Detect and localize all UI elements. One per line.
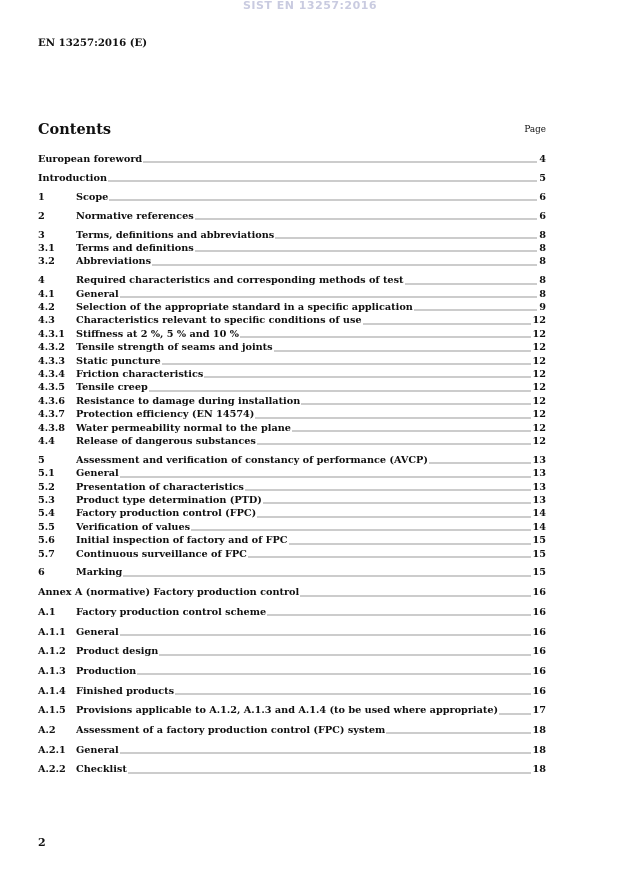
toc-entry[interactable] [38, 355, 546, 368]
toc-entry-title: Factory production control scheme [76, 606, 267, 618]
toc-entry-number: 2 [38, 210, 45, 222]
toc-entry-number: 5.5 [38, 521, 55, 533]
dot-leader [195, 211, 538, 220]
toc-entry-title: General [76, 468, 119, 480]
toc-entry-number: 4.3 [38, 315, 55, 327]
toc-entry-number: 5.6 [38, 535, 55, 547]
toc-entry-page: 9 [539, 302, 546, 314]
toc-entry-page: 16 [532, 685, 546, 697]
toc-entry-page: 12 [532, 382, 546, 394]
toc-entry[interactable] [38, 586, 546, 599]
page-number: 2 [38, 836, 46, 849]
toc-entry-page: 12 [532, 422, 546, 434]
toc-entry-number: 3.2 [38, 256, 55, 268]
toc-entry-title: Protection efficiency (EN 14574) [76, 409, 255, 421]
toc-entry[interactable] [38, 744, 546, 757]
toc-entry-page: 16 [532, 626, 546, 638]
toc-entry-page: 12 [532, 355, 546, 367]
toc-entry[interactable] [38, 481, 546, 494]
toc-entry-title: Continuous surveillance of FPC [76, 548, 247, 560]
toc-entry-page: 8 [539, 275, 546, 287]
toc-entry[interactable] [38, 381, 546, 394]
toc-entry[interactable] [38, 191, 546, 204]
toc-entry-title: Terms, definitions and abbreviations [76, 229, 275, 241]
toc-entry-number: 5.2 [38, 481, 55, 493]
toc-entry-title: Assessment of a factory production control (FPC) system [76, 724, 386, 736]
toc-entry-page: 13 [532, 454, 546, 466]
toc-entry-title: Friction characteristics [76, 368, 204, 380]
dot-leader [414, 302, 537, 311]
toc-entry-page: 14 [532, 508, 546, 520]
dot-leader [120, 469, 531, 478]
toc-entry-page: 12 [532, 395, 546, 407]
toc-entry[interactable] [38, 534, 546, 547]
toc-entry-title: Tensile strength of seams and joints [76, 342, 273, 354]
toc-entry-title: Product design [76, 646, 159, 658]
toc-entry-page: 8 [539, 229, 546, 241]
toc-entry-title: Scope [76, 191, 109, 203]
toc-entry[interactable] [38, 314, 546, 327]
toc-entry[interactable] [38, 606, 546, 619]
toc-entry-page: 18 [532, 724, 546, 736]
toc-entry-number: 4.4 [38, 435, 55, 447]
toc-entry[interactable] [38, 210, 546, 223]
toc-entry[interactable] [38, 763, 546, 776]
dot-leader [301, 396, 530, 405]
dot-leader [257, 509, 530, 518]
toc-entry[interactable] [38, 454, 546, 467]
toc-entry-number: A.2.1 [38, 744, 66, 756]
dot-leader [123, 568, 530, 577]
toc-entry-number: 5.1 [38, 468, 55, 480]
toc-entry-page: 12 [532, 435, 546, 447]
toc-entry-page: 18 [532, 744, 546, 756]
dot-leader [120, 289, 538, 298]
toc-entry[interactable] [38, 255, 546, 268]
toc-entry-number: A.2 [38, 724, 56, 736]
toc-entry-number: A.1.1 [38, 626, 66, 638]
table-of-contents [38, 153, 546, 777]
toc-entry-page: 8 [539, 242, 546, 254]
dot-leader [263, 495, 531, 504]
toc-entry-title: Resistance to damage during installation [76, 395, 301, 407]
toc-entry-title: Characteristics relevant to specific conditions of use [76, 315, 362, 327]
toc-entry-page: 8 [539, 288, 546, 300]
toc-entry-number: 4.3.8 [38, 422, 65, 434]
dot-leader [149, 383, 531, 392]
toc-entry-title: General [76, 744, 119, 756]
dot-leader [109, 192, 537, 201]
toc-entry-title: Tensile creep [76, 382, 148, 394]
toc-entry[interactable] [38, 368, 546, 381]
dot-leader [108, 173, 537, 182]
toc-entry-number: 5.4 [38, 508, 55, 520]
toc-entry-page: 16 [532, 606, 546, 618]
toc-entry-number: 4.2 [38, 302, 55, 314]
toc-entry-number: A.1.3 [38, 665, 66, 677]
toc-entry[interactable] [38, 521, 546, 534]
toc-entry[interactable] [38, 665, 546, 678]
toc-entry-number: 4.3.2 [38, 342, 65, 354]
toc-entry[interactable] [38, 301, 546, 314]
toc-entry-title: Finished products [76, 685, 175, 697]
toc-entry-number: 3 [38, 229, 45, 241]
toc-entry-title: Normative references [76, 210, 194, 222]
toc-entry[interactable] [38, 328, 546, 341]
contents-heading: Contents [38, 121, 112, 138]
toc-entry-title: Verification of values [76, 521, 191, 533]
dot-leader [128, 765, 531, 774]
dot-leader [405, 276, 538, 285]
dot-leader [248, 549, 531, 558]
dot-leader [257, 436, 531, 445]
toc-entry-page: 12 [532, 368, 546, 380]
dot-leader [267, 607, 530, 616]
toc-entry-title: Annex A (normative) Factory production control [38, 587, 300, 599]
toc-entry-page: 6 [539, 191, 546, 203]
toc-entry[interactable] [38, 408, 546, 421]
toc-entry-title: Factory production control (FPC) [76, 508, 257, 520]
dot-leader [152, 257, 537, 266]
toc-entry-page: 18 [532, 764, 546, 776]
toc-entry-page: 12 [532, 342, 546, 354]
toc-entry-page: 15 [532, 548, 546, 560]
toc-entry-page: 12 [532, 315, 546, 327]
dot-leader [300, 588, 530, 597]
dot-leader [292, 423, 531, 432]
toc-entry-number: A.1.5 [38, 705, 66, 717]
toc-entry-title: Selection of the appropriate standard in a specific application [76, 302, 413, 314]
toc-entry[interactable] [38, 494, 546, 507]
toc-entry-page: 16 [532, 646, 546, 658]
dot-leader [143, 154, 537, 163]
toc-entry-page: 17 [532, 705, 546, 717]
toc-entry-page: 13 [532, 468, 546, 480]
dot-leader [499, 706, 530, 715]
toc-entry-number: 4.3.1 [38, 328, 65, 340]
toc-entry[interactable] [38, 467, 546, 480]
toc-entry-number: 5.7 [38, 548, 55, 560]
toc-entry-page: 14 [532, 521, 546, 533]
toc-entry-number: 4.3.6 [38, 395, 65, 407]
dot-leader [120, 627, 531, 636]
toc-entry[interactable] [38, 704, 546, 717]
toc-entry[interactable] [38, 172, 546, 185]
dot-leader [429, 455, 531, 464]
toc-entry-title: Marking [76, 567, 123, 579]
dot-leader [275, 230, 537, 239]
toc-entry-number: 6 [38, 567, 45, 579]
document-id: EN 13257:2016 (E) [38, 37, 148, 49]
dot-leader [191, 522, 530, 531]
toc-entry-page: 16 [532, 665, 546, 677]
toc-entry-title: Initial inspection of factory and of FPC [76, 535, 288, 547]
dot-leader [175, 686, 530, 695]
toc-entry-title: Release of dangerous substances [76, 435, 256, 447]
dot-leader [274, 343, 531, 352]
toc-entry-page: 13 [532, 494, 546, 506]
toc-entry-page: 4 [539, 154, 546, 165]
toc-entry[interactable] [38, 685, 546, 698]
toc-entry-title: Abbreviations [76, 256, 152, 268]
dot-leader [363, 316, 531, 325]
toc-entry[interactable] [38, 507, 546, 520]
toc-entry-page: 12 [532, 328, 546, 340]
toc-entry-page: 5 [539, 172, 546, 184]
toc-entry-title: Presentation of characteristics [76, 481, 244, 493]
dot-leader [204, 369, 530, 378]
toc-entry-title: Terms and definitions [76, 242, 194, 254]
toc-entry-page: 12 [532, 409, 546, 421]
dot-leader [159, 647, 530, 656]
dot-leader [289, 536, 531, 545]
toc-entry-number: A.1.2 [38, 646, 66, 658]
toc-entry-title: Required characteristics and corresponding methods of test [76, 275, 404, 287]
toc-entry-title: General [76, 288, 119, 300]
toc-entry-number: 3.1 [38, 242, 55, 254]
watermark: SIST EN 13257:2016 [242, 0, 378, 12]
toc-entry-number: 5.3 [38, 494, 55, 506]
toc-entry[interactable] [38, 229, 546, 242]
toc-entry-number: 4.3.3 [38, 355, 65, 367]
toc-entry-page: 16 [532, 587, 546, 599]
toc-entry-number: 4.3.4 [38, 368, 65, 380]
toc-entry-number: 5 [38, 454, 45, 466]
toc-entry-title: Stiffness at 2 %, 5 % and 10 % [76, 328, 239, 340]
toc-entry[interactable] [38, 645, 546, 658]
toc-entry[interactable] [38, 395, 546, 408]
toc-entry[interactable] [38, 288, 546, 301]
toc-entry[interactable] [38, 724, 546, 737]
toc-entry-number: 4.3.5 [38, 382, 65, 394]
toc-entry[interactable] [38, 626, 546, 639]
toc-entry[interactable] [38, 242, 546, 255]
toc-entry-number: 4.1 [38, 288, 55, 300]
toc-entry-number: A.1.4 [38, 685, 66, 697]
dot-leader [162, 356, 531, 365]
toc-entry-page: 15 [532, 535, 546, 547]
toc-entry[interactable] [38, 422, 546, 435]
toc-entry[interactable] [38, 435, 546, 448]
toc-entry-title: Introduction [38, 172, 107, 184]
dot-leader [245, 482, 531, 491]
toc-entry-number: 4.3.7 [38, 409, 65, 421]
page-column-label: Page [524, 125, 546, 135]
toc-entry-title: Product type determination (PTD) [76, 494, 262, 506]
toc-entry[interactable] [38, 548, 546, 561]
toc-entry-page: 8 [539, 256, 546, 268]
toc-entry[interactable] [38, 566, 546, 579]
toc-entry-title: Assessment and verification of constancy of performance (AVCP) [76, 454, 428, 466]
toc-entry-title: Checklist [76, 764, 127, 776]
toc-entry-title: Static puncture [76, 355, 161, 367]
toc-entry[interactable] [38, 274, 546, 287]
toc-entry-title: Provisions applicable to A.1.2, A.1.3 and A.1.4 (to be used where appropriate) [76, 705, 499, 717]
toc-entry-number: 1 [38, 191, 45, 203]
dot-leader [120, 745, 531, 754]
toc-entry-title: European foreword [38, 154, 143, 165]
toc-entry-title: Water permeability normal to the plane [76, 422, 291, 434]
toc-entry-number: A.1 [38, 606, 56, 618]
toc-entry-page: 6 [539, 210, 546, 222]
toc-entry-title: General [76, 626, 119, 638]
dot-leader [137, 666, 530, 675]
dot-leader [255, 410, 530, 419]
toc-entry-number: 4 [38, 275, 45, 287]
dot-leader [386, 725, 530, 734]
toc-entry-number: A.2.2 [38, 764, 66, 776]
dot-leader [195, 243, 538, 252]
toc-entry-title: Production [76, 665, 137, 677]
dot-leader [240, 329, 531, 338]
toc-entry-page: 15 [532, 567, 546, 579]
toc-entry[interactable] [38, 341, 546, 354]
toc-entry-page: 13 [532, 481, 546, 493]
toc-entry[interactable] [38, 153, 546, 166]
